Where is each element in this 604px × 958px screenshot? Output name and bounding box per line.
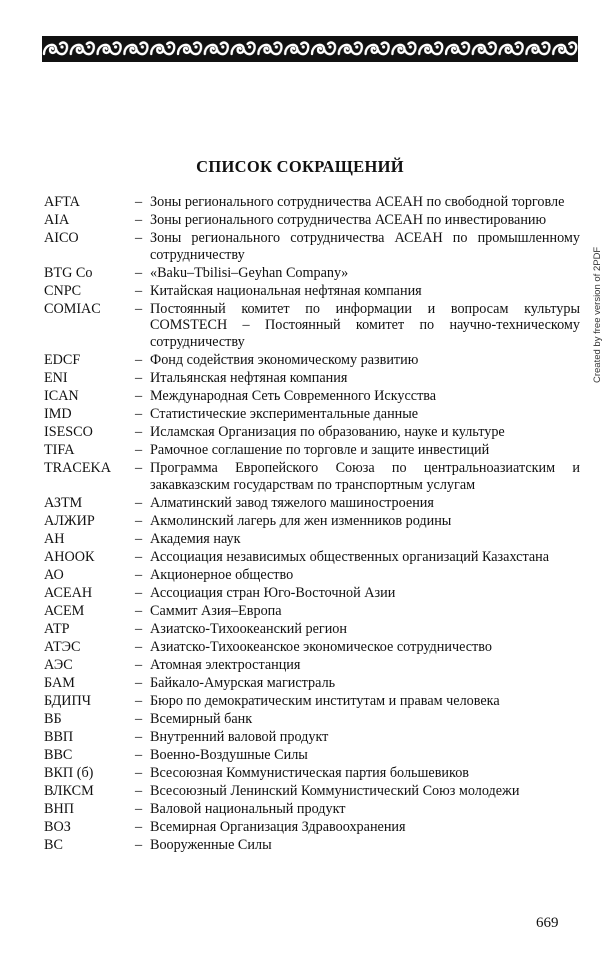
abbreviation-entry xyxy=(44,837,580,854)
abbreviation-term: БАМ xyxy=(44,674,75,691)
abbreviation-term: ВВС xyxy=(44,746,73,763)
abbreviation-definition: Азиатско-Тихоокеанский регион xyxy=(150,620,347,637)
abbreviation-term: АЛЖИР xyxy=(44,512,95,529)
entry-dash: – xyxy=(135,530,143,547)
watermark-text: Created by free version of 2PDF xyxy=(592,246,603,383)
entry-dash: – xyxy=(135,656,143,673)
abbreviation-entry xyxy=(44,693,580,710)
abbreviation-term: ВЛКСМ xyxy=(44,782,94,799)
abbreviation-definition: «Baku–Tbilisi–Geyhan Company» xyxy=(150,264,349,281)
abbreviation-definition: Ассоциация независимых общественных организаций Казахстана xyxy=(150,548,550,565)
page-number: 669 xyxy=(536,915,559,931)
abbreviation-entry xyxy=(44,513,580,530)
abbreviation-entry xyxy=(44,212,580,229)
abbreviation-entry xyxy=(44,194,580,211)
abbreviation-term: IMD xyxy=(44,406,72,423)
abbreviation-term: АСЕМ xyxy=(44,602,85,619)
entry-dash: – xyxy=(135,194,143,210)
abbreviation-definition: Всесоюзный Ленинский Коммунистический Союз молодежи xyxy=(150,782,520,799)
abbreviation-entry xyxy=(44,370,580,387)
entry-dash: – xyxy=(135,494,143,511)
entry-dash: – xyxy=(135,818,143,835)
entry-dash: – xyxy=(135,460,143,477)
abbreviation-term: АН xyxy=(44,530,65,547)
abbreviation-entry xyxy=(44,567,580,584)
abbreviation-term: АО xyxy=(44,566,64,583)
abbreviation-definition: Акмолинский лагерь для жен изменников родины xyxy=(150,512,452,529)
abbreviation-term: ВБ xyxy=(44,710,62,727)
abbreviation-definition: Атомная электростанция xyxy=(150,656,301,673)
entry-dash: – xyxy=(135,442,143,459)
entry-dash: – xyxy=(135,512,143,529)
entry-dash: – xyxy=(135,370,143,387)
abbreviation-term: АЗТМ xyxy=(44,494,83,511)
abbreviation-entry xyxy=(44,711,580,728)
abbreviation-list xyxy=(44,194,580,855)
abbreviation-entry xyxy=(44,301,580,351)
entry-dash: – xyxy=(135,300,143,317)
abbreviation-entry xyxy=(44,657,580,674)
abbreviation-definition: Азиатско-Тихоокеанское экономическое сотрудничество xyxy=(150,638,492,655)
entry-dash: – xyxy=(135,836,143,853)
abbreviation-entry xyxy=(44,819,580,836)
abbreviation-term: AIA xyxy=(44,212,70,228)
entry-dash: – xyxy=(135,230,143,246)
entry-dash: – xyxy=(135,638,143,655)
abbreviation-term: ВВП xyxy=(44,728,74,745)
abbreviation-definition: Международная Сеть Современного Искусства xyxy=(150,388,437,405)
abbreviation-definition: Байкало-Амурская магистраль xyxy=(150,674,336,691)
abbreviation-entry xyxy=(44,765,580,782)
abbreviation-term: AFTA xyxy=(44,194,80,210)
entry-dash: – xyxy=(135,692,143,709)
abbreviation-term: BTG Co xyxy=(44,264,93,281)
abbreviation-entry xyxy=(44,442,580,459)
abbreviation-term: ISESCO xyxy=(44,424,93,441)
abbreviation-definition: Академия наук xyxy=(150,530,241,547)
entry-dash: – xyxy=(135,388,143,405)
abbreviation-definition: Бюро по демократическим институтам и правам человека xyxy=(150,692,500,709)
abbreviation-term: ICAN xyxy=(44,388,79,405)
entry-dash: – xyxy=(135,584,143,601)
abbreviation-definition: Акционерное общество xyxy=(150,566,294,583)
abbreviation-definition: Китайская национальная нефтяная компания xyxy=(150,282,422,299)
abbreviation-term: COMIAC xyxy=(44,300,101,317)
entry-dash: – xyxy=(135,710,143,727)
abbreviation-entry xyxy=(44,460,580,493)
scroll-wave-ornament-icon xyxy=(42,36,578,62)
abbreviation-definition: Зоны регионального сотрудничества АСЕАН по промышленному сотрудничеству xyxy=(150,230,580,263)
abbreviation-definition: Программа Европейского Союза по центральноазиатским и закавказским государствам по транспортным услугам xyxy=(150,460,580,493)
abbreviation-term: АЭС xyxy=(44,656,73,673)
abbreviation-entry xyxy=(44,603,580,620)
abbreviation-term: АСЕАН xyxy=(44,584,93,601)
abbreviation-term: CNPC xyxy=(44,282,82,299)
entry-dash: – xyxy=(135,602,143,619)
abbreviation-definition: Статистические экспериментальные данные xyxy=(150,406,419,423)
abbreviation-term: ВКП (б) xyxy=(44,764,94,781)
entry-dash: – xyxy=(135,264,143,281)
abbreviation-definition: Валовой национальный продукт xyxy=(150,800,346,817)
abbreviation-entry xyxy=(44,265,580,282)
abbreviation-term: ENI xyxy=(44,370,68,387)
watermark-note xyxy=(592,213,604,383)
abbreviation-entry xyxy=(44,621,580,638)
abbreviation-entry xyxy=(44,283,580,300)
abbreviation-entry xyxy=(44,388,580,405)
abbreviation-term: ВНП xyxy=(44,800,74,817)
abbreviation-definition: Вооруженные Силы xyxy=(150,836,272,853)
abbreviation-term: ВОЗ xyxy=(44,818,71,835)
abbreviation-term: ВС xyxy=(44,836,63,853)
abbreviation-definition: Всемирный банк xyxy=(150,710,253,727)
abbreviation-term: АТЭС xyxy=(44,638,81,655)
abbreviation-entry xyxy=(44,585,580,602)
abbreviation-definition: Рамочное соглашение по торговле и защите инвестиций xyxy=(150,442,490,459)
abbreviation-definition: Постоянный комитет по информации и вопросам культуры COMSTECH – Постоянный комитет по научно-техническому сотрудничеству xyxy=(150,300,580,351)
entry-dash: – xyxy=(135,548,143,565)
abbreviation-entry xyxy=(44,549,580,566)
abbreviation-definition: Ассоциация стран Юго-Восточной Азии xyxy=(150,584,396,601)
abbreviation-definition: Всесоюзная Коммунистическая партия большевиков xyxy=(150,764,469,781)
abbreviation-term: AICO xyxy=(44,230,79,246)
abbreviation-definition: Фонд содействия экономическому развитию xyxy=(150,352,419,369)
entry-dash: – xyxy=(135,620,143,637)
abbreviation-entry xyxy=(44,729,580,746)
abbreviation-term: БДИПЧ xyxy=(44,692,91,709)
abbreviation-entry xyxy=(44,495,580,512)
entry-dash: – xyxy=(135,212,143,228)
entry-dash: – xyxy=(135,764,143,781)
abbreviation-entry xyxy=(44,406,580,423)
abbreviation-definition: Внутренний валовой продукт xyxy=(150,728,329,745)
entry-dash: – xyxy=(135,424,143,441)
entry-dash: – xyxy=(135,566,143,583)
abbreviation-entry xyxy=(44,230,580,263)
abbreviation-definition: Военно-Воздушные Силы xyxy=(150,746,308,763)
abbreviation-entry xyxy=(44,531,580,548)
abbreviation-entry xyxy=(44,801,580,818)
abbreviation-term: TIFA xyxy=(44,442,75,459)
abbreviation-term: АТР xyxy=(44,620,70,637)
entry-dash: – xyxy=(135,800,143,817)
entry-dash: – xyxy=(135,352,143,369)
abbreviation-definition: Алматинский завод тяжелого машиностроения xyxy=(150,494,434,511)
entry-dash: – xyxy=(135,282,143,299)
abbreviation-entry xyxy=(44,352,580,369)
abbreviation-term: TRACEKA xyxy=(44,460,111,477)
abbreviation-term: EDCF xyxy=(44,352,81,369)
abbreviation-term: АНООК xyxy=(44,548,95,565)
page-title: СПИСОК СОКРАЩЕНИЙ xyxy=(196,157,404,176)
entry-dash: – xyxy=(135,406,143,423)
abbreviation-definition: Итальянская нефтяная компания xyxy=(150,370,348,387)
abbreviation-definition: Зоны регионального сотрудничества АСЕАН по инвестированию xyxy=(150,212,547,228)
abbreviation-definition: Саммит Азия–Европа xyxy=(150,602,282,619)
abbreviation-entry xyxy=(44,747,580,764)
entry-dash: – xyxy=(135,782,143,799)
abbreviation-entry xyxy=(44,675,580,692)
entry-dash: – xyxy=(135,728,143,745)
abbreviation-definition: Исламская Организация по образованию, науке и культуре xyxy=(150,424,505,441)
abbreviation-definition: Зоны регионального сотрудничества АСЕАН по свободной торговле xyxy=(150,194,565,210)
abbreviation-entry xyxy=(44,639,580,656)
abbreviation-definition: Всемирная Организация Здравоохранения xyxy=(150,818,406,835)
entry-dash: – xyxy=(135,746,143,763)
abbreviation-entry xyxy=(44,424,580,441)
abbreviation-entry xyxy=(44,783,580,800)
entry-dash: – xyxy=(135,674,143,691)
